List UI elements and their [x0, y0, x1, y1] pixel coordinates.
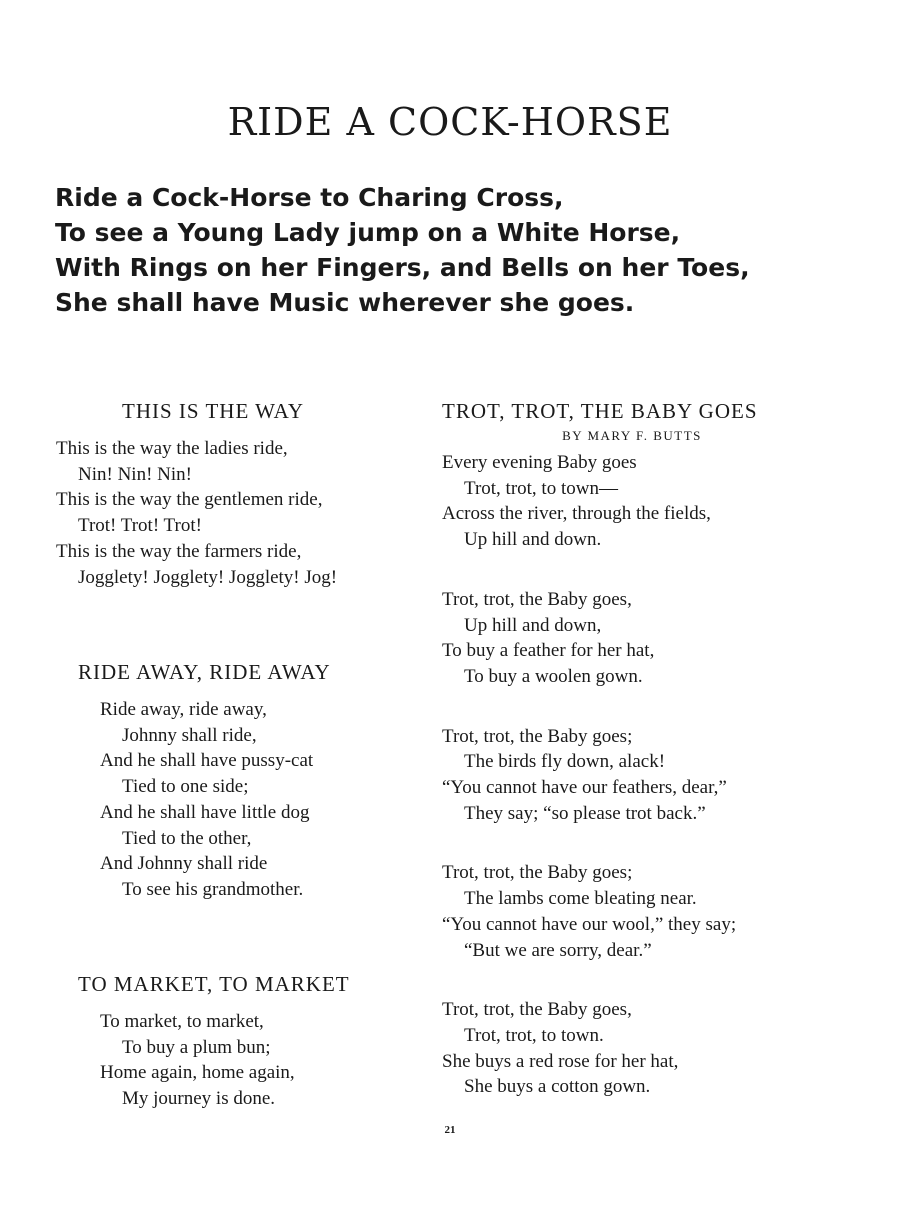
poem-heading: RIDE AWAY, RIDE AWAY: [78, 660, 331, 684]
verse-line: To see a Young Lady jump on a White Horse,: [55, 218, 681, 247]
poem-line: Ride away, ride away,: [100, 699, 267, 720]
poem-line: And he shall have little dog: [100, 801, 310, 823]
poem-line: Trot, trot, the Baby goes;: [442, 862, 633, 884]
poem-line: The lambs come bleating near.: [464, 888, 697, 910]
poem-line: “You cannot have our wool,” they say;: [442, 913, 737, 935]
poem-line: “You cannot have our feathers, dear,”: [442, 777, 727, 799]
poem-line: Up hill and down.: [464, 529, 602, 551]
poem-line: To buy a plum bun;: [122, 1036, 271, 1058]
stanza: [442, 450, 822, 553]
poem-line: Trot! Trot! Trot!: [78, 515, 202, 537]
poem-line: Johnny shall ride,: [122, 724, 257, 746]
poem-line: They say; “so please trot back.”: [464, 802, 706, 824]
poem-line: Tied to one side;: [122, 776, 249, 798]
poem-line: Across the river, through the fields,: [442, 503, 711, 525]
poem-line: To market, to market,: [100, 1011, 264, 1032]
poem-heading: TROT, TROT, THE BABY GOES: [442, 399, 758, 423]
poem-line: And Johnny shall ride: [100, 853, 268, 875]
poem-heading: TO MARKET, TO MARKET: [78, 972, 350, 996]
poem-line: The birds fly down, alack!: [464, 751, 666, 773]
stanza: [442, 860, 822, 963]
poem-line: This is the way the gentlemen ride,: [56, 489, 323, 511]
stanza: [442, 724, 822, 827]
verse-line: With Rings on her Fingers, and Bells on her Toes,: [55, 253, 750, 282]
poem-line: This is the way the ladies ride,: [56, 438, 288, 459]
poem-line: Up hill and down,: [464, 614, 602, 636]
poem-to-market: [56, 972, 406, 1112]
poem-line: “But we are sorry, dear.”: [464, 939, 652, 961]
poem-line: To buy a feather for her hat,: [442, 640, 655, 662]
poem-line: To buy a woolen gown.: [464, 665, 643, 687]
poem-this-is-the-way: [56, 399, 406, 590]
poem-line: My journey is done.: [122, 1088, 276, 1110]
poem-heading: THIS IS THE WAY: [122, 399, 305, 423]
poem-line: Trot, trot, to town—: [464, 477, 618, 499]
ride-a-cock-horse-verse: [55, 180, 855, 320]
poem-line: Tied to the other,: [122, 827, 252, 849]
poem-trot-trot: [442, 399, 822, 1100]
poem-line: She buys a red rose for her hat,: [442, 1050, 679, 1072]
page-number: 21: [444, 1124, 456, 1136]
poem-line: Nin! Nin! Nin!: [78, 463, 192, 485]
poem-line: She buys a cotton gown.: [464, 1076, 651, 1098]
poem-line: Home again, home again,: [100, 1062, 295, 1084]
verse-line: She shall have Music wherever she goes.: [55, 288, 635, 317]
poem-line: Trot, trot, the Baby goes;: [442, 725, 633, 747]
poem-line: Trot, trot, the Baby goes,: [442, 588, 632, 610]
poem-ride-away: [56, 660, 406, 903]
poem-line: Trot, trot, the Baby goes,: [442, 999, 632, 1021]
verse-line: Ride a Cock-Horse to Charing Cross,: [55, 183, 564, 212]
poem-byline: BY MARY F. BUTTS: [562, 428, 702, 443]
poem-line: This is the way the farmers ride,: [56, 540, 302, 562]
poem-line: Every evening Baby goes: [442, 452, 637, 473]
poem-line: And he shall have pussy-cat: [100, 750, 314, 772]
poem-line: To see his grandmother.: [122, 878, 304, 900]
stanza: [442, 587, 822, 690]
page-title: RIDE A COCK-HORSE: [227, 100, 673, 144]
stanza: [442, 997, 822, 1100]
poem-line: Jogglety! Jogglety! Jogglety! Jog!: [78, 566, 338, 588]
poem-line: Trot, trot, to town.: [464, 1024, 604, 1046]
